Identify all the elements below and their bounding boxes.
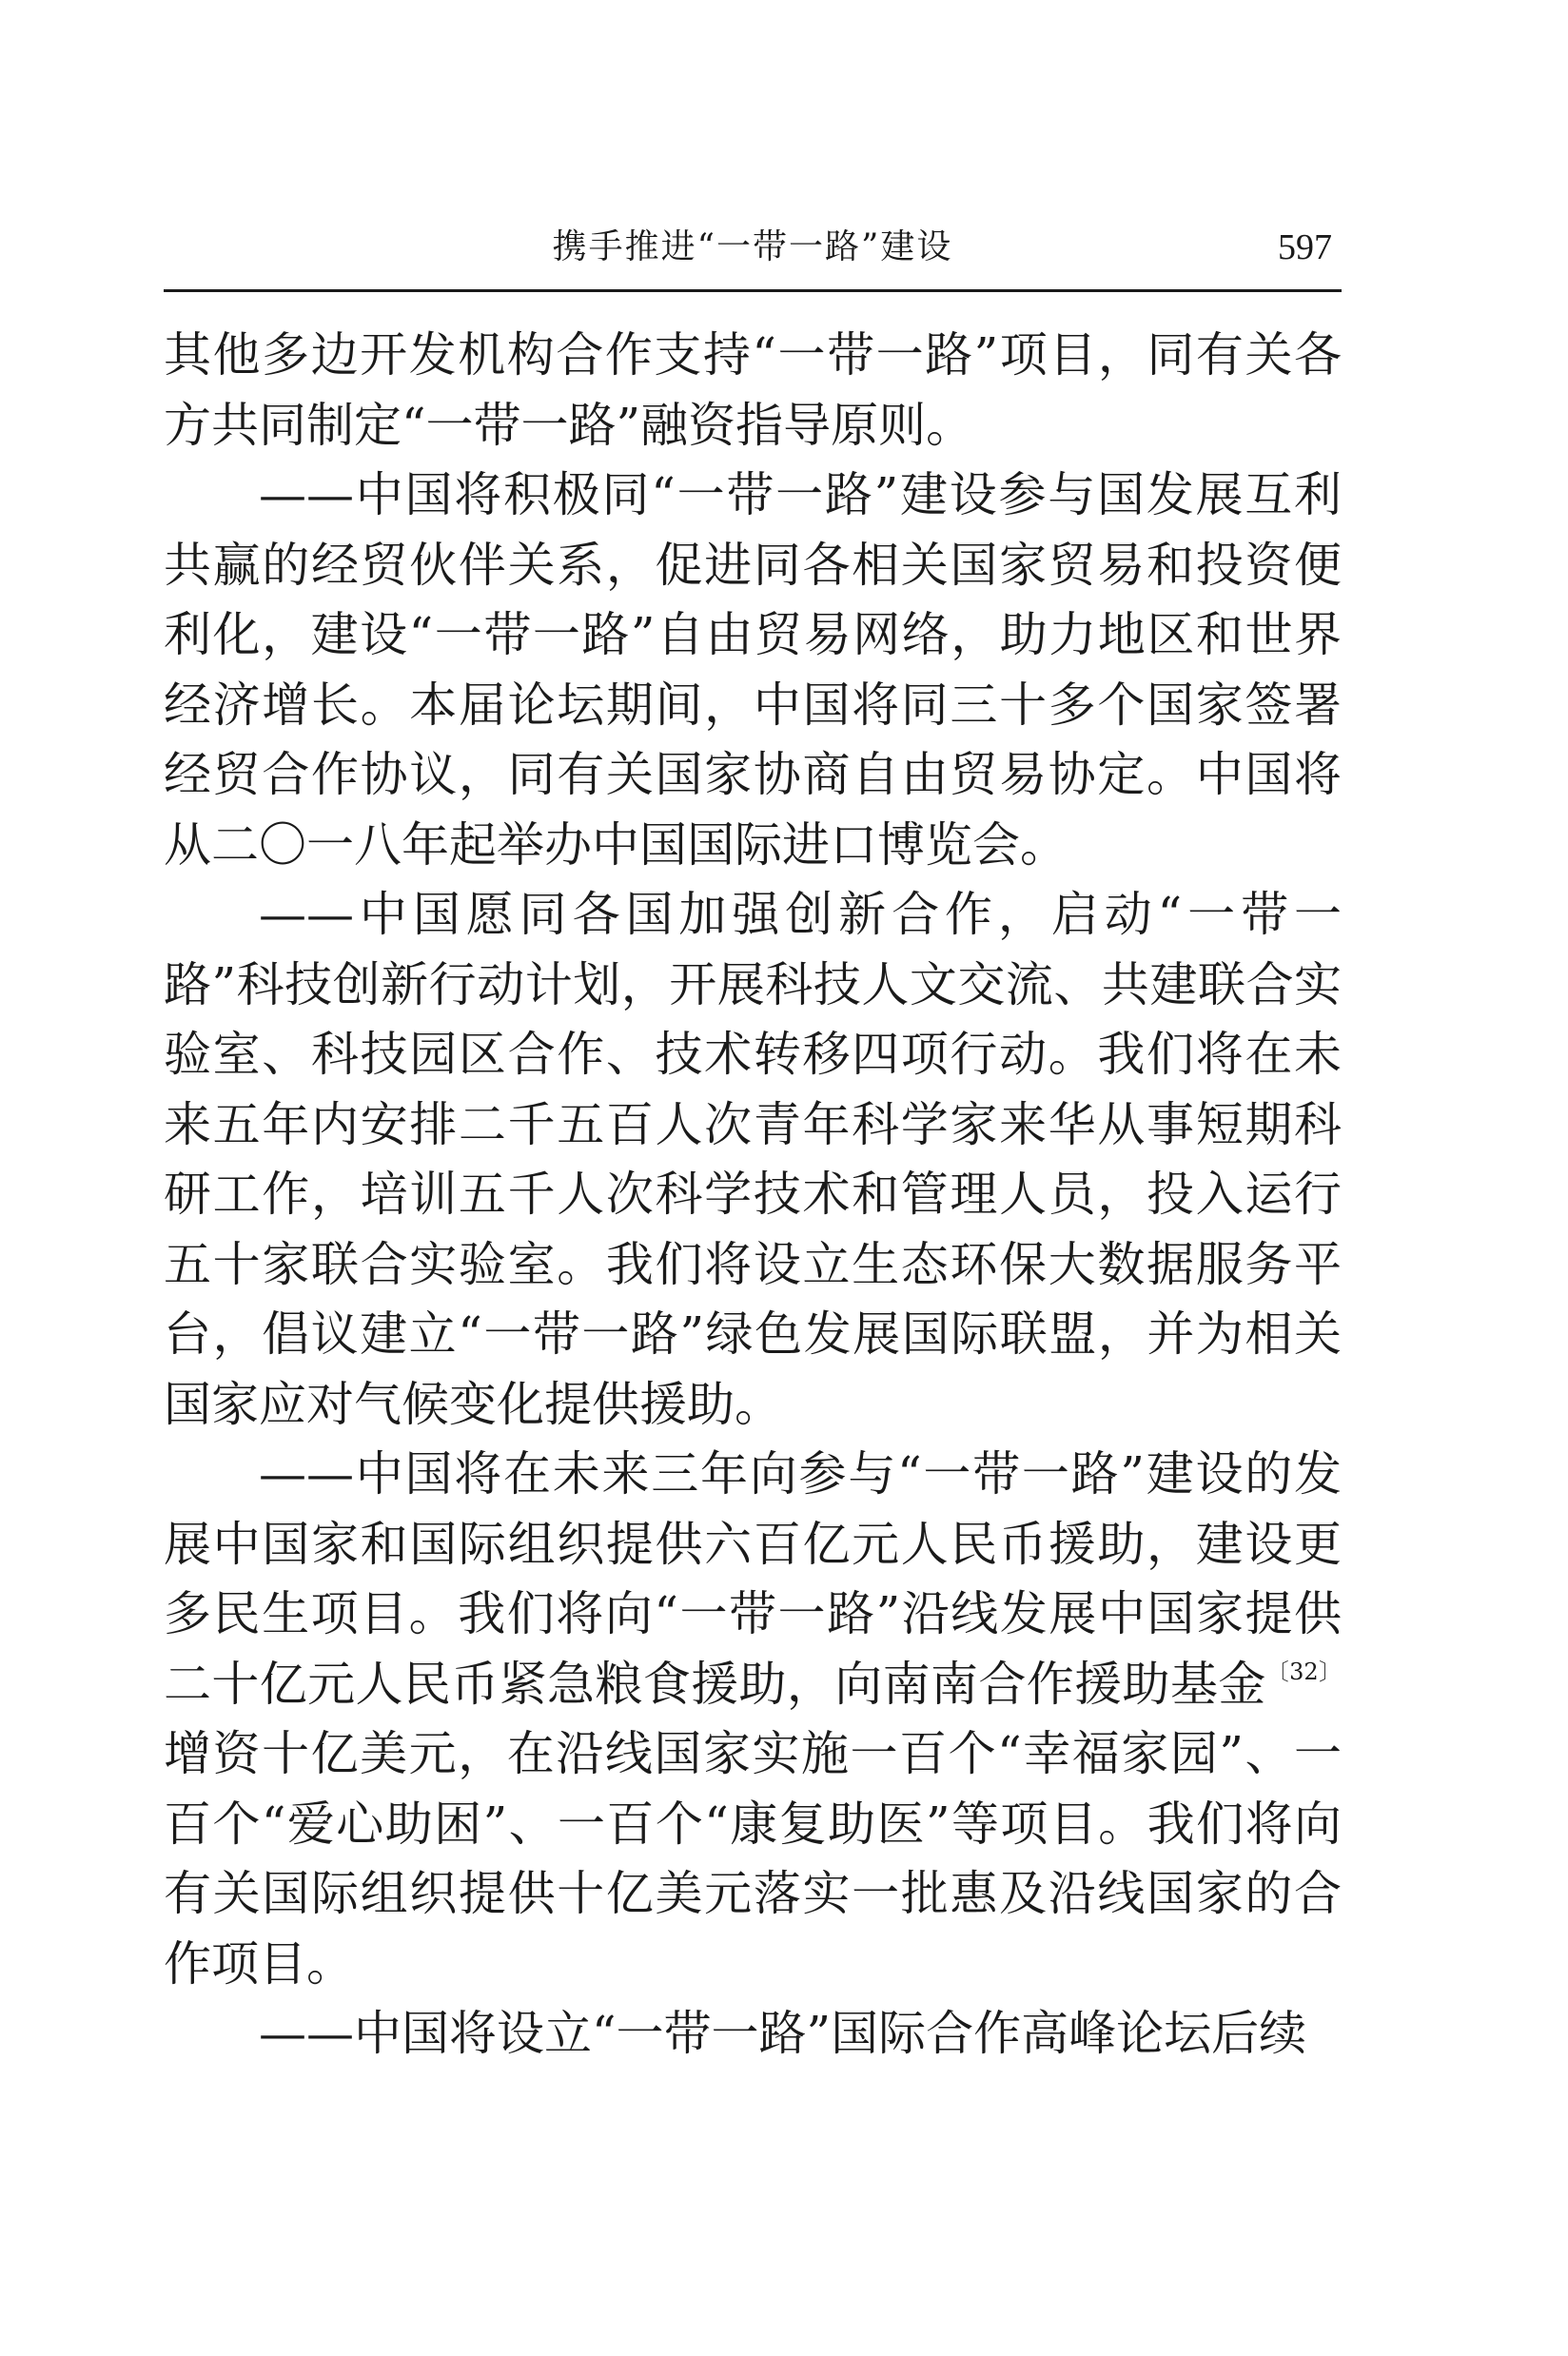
body-text xyxy=(164,321,1342,2070)
header-rule xyxy=(164,289,1342,292)
paragraph-aid xyxy=(164,1440,1342,1999)
running-header-title: 携手推进“一带一路”建设 xyxy=(552,227,953,266)
paragraph-continued: 其他多边开发机构合作支持“一带一路”项目，同有关各方共同制定“一带一路”融资指导原则。 xyxy=(164,327,1342,453)
paragraph-innovation: ——中国愿同各国加强创新合作，启动“一带一路”科技创新行动计划，开展科技人文交流、共建联合实验室、科技园区合作、技术转移四项行动。我们将在未来五年内安排二千五百人次青年科学家来华从事短期科研工作，培训五千人次科学技术和管理人员，投入运行五十家联合实验室。我们将设立生态环保大数据服务平台，倡议建立“一带一路”绿色发展国际联盟，并为相关国家应对气候变化提供援助。 xyxy=(164,887,1342,1432)
paragraph-trade: ——中国将积极同“一带一路”建设参与国发展互利共赢的经贸伙伴关系，促进同各相关国家贸易和投资便利化，建设“一带一路”自由贸易网络，助力地区和世界经济增长。本届论坛期间，中国将同三十多个国家签署经贸合作协议，同有关国家协商自由贸易协定。中国将从二〇一八年起举办中国国际进口博览会。 xyxy=(164,467,1342,873)
running-header xyxy=(164,217,1342,285)
paragraph-aid-part-1: ——中国将在未来三年向参与“一带一路”建设的发展中国家和国际组织提供六百亿元人民币援助，建设更多民生项目。我们将向“一带一路”沿线发展中国家提供二十亿元人民币紧急粮食援助，向南南合作援助基金 xyxy=(164,1446,1342,1712)
paragraph-forum: ——中国将设立“一带一路”国际合作高峰论坛后续 xyxy=(259,2006,1307,2061)
footnote-marker[interactable]: 〔32〕 xyxy=(1265,1658,1342,1685)
page-number: 597 xyxy=(1278,227,1332,267)
paragraph-aid-part-2: 增资十亿美元，在沿线国家实施一百个“幸福家园”、一百个“爱心助困”、一百个“康复助医”等项目。我们将向有关国际组织提供十亿美元落实一批惠及沿线国家的合作项目。 xyxy=(164,1726,1342,1992)
